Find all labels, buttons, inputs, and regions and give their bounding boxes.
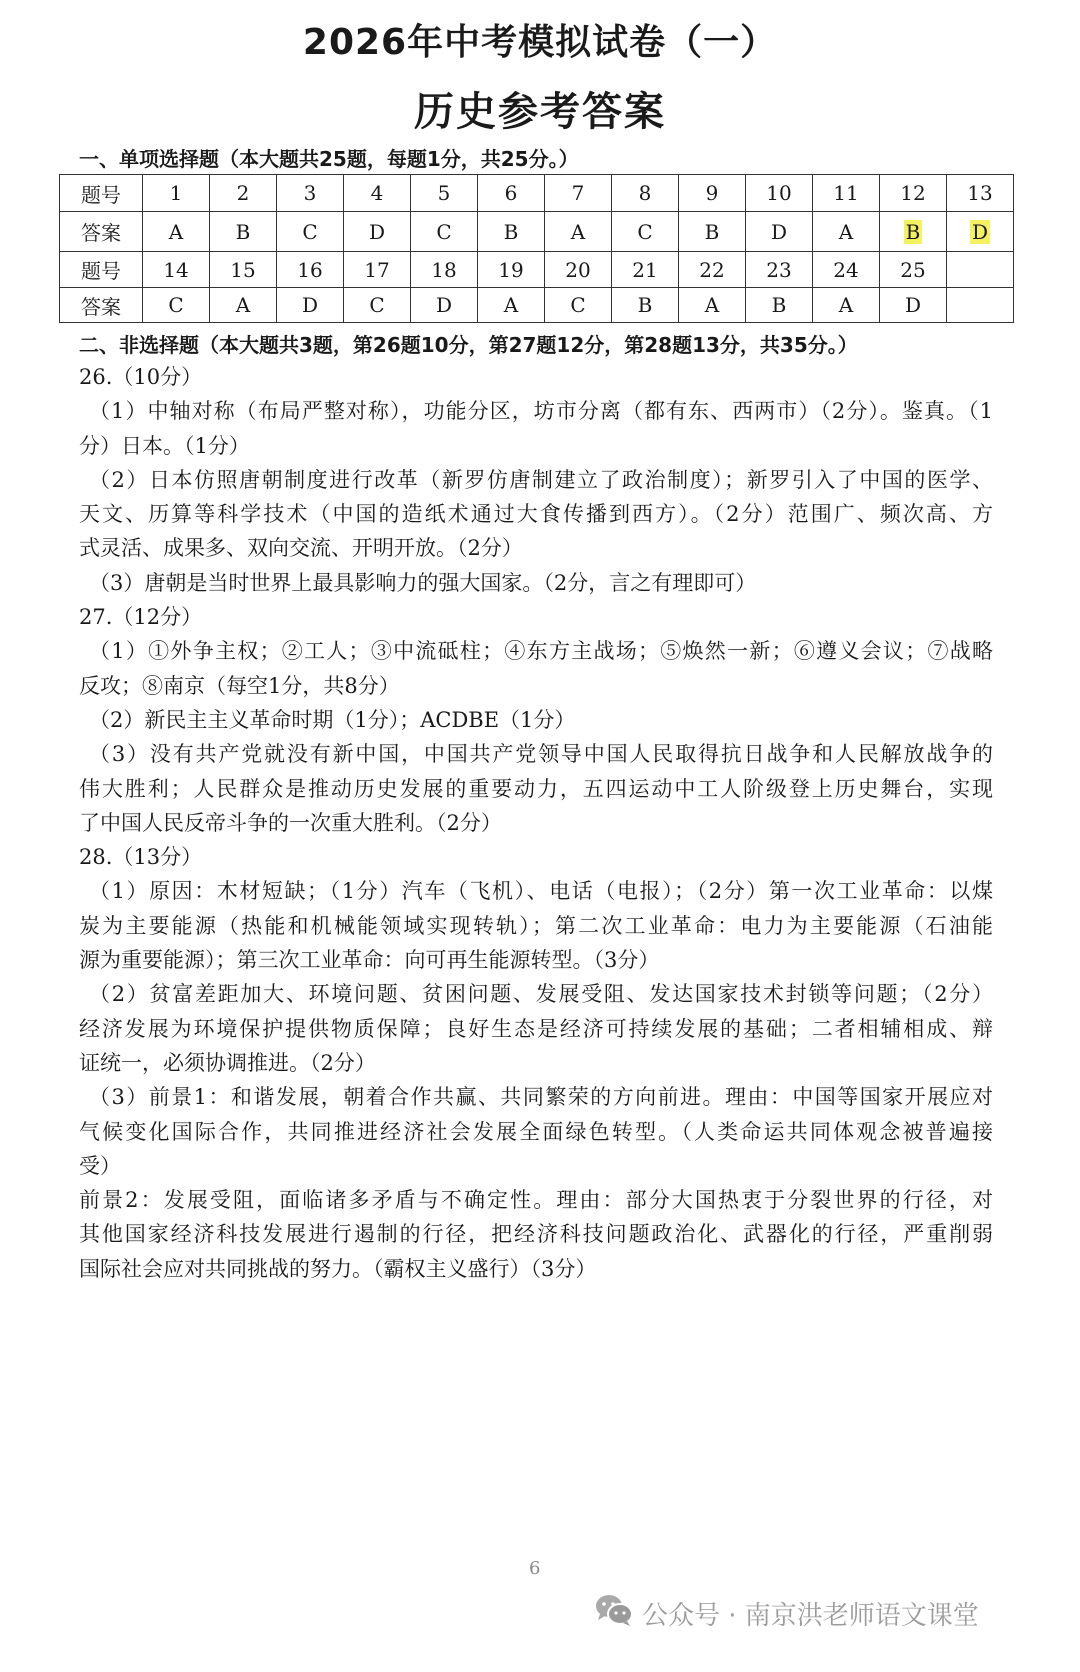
question-number-cell xyxy=(210,252,277,288)
answer-letter: A xyxy=(570,219,586,244)
answer-cell xyxy=(478,212,545,252)
answer-text xyxy=(79,360,993,1286)
answer-cell xyxy=(344,212,411,252)
answer-cell xyxy=(612,212,679,252)
answer-cell xyxy=(679,212,746,252)
question-number-cell xyxy=(210,175,277,212)
question-number-cell xyxy=(813,252,880,288)
question-number-cell xyxy=(813,175,880,212)
question-number-cell xyxy=(880,175,947,212)
answer-cell xyxy=(143,212,210,252)
answer-cell xyxy=(411,288,478,323)
answer-cell xyxy=(277,212,344,252)
answer-cell xyxy=(210,288,277,323)
answer-letter: A xyxy=(838,219,854,244)
watermark xyxy=(594,1593,979,1634)
answer-letter: A xyxy=(503,293,519,317)
page-number: 6 xyxy=(529,1558,541,1579)
answer-line: 炭为主要能源（热能和机械能领域实现转轨）；第二次工业革命：电力为主要能源（石油能 xyxy=(79,913,993,938)
answer-line: 源为重要能源）；第三次工业革命：向可再生能源转型。（3分） xyxy=(79,948,660,973)
section2-heading: 二、非选择题（本大题共3题，第26题10分，第27题12分，第28题13分，共35分。） xyxy=(79,333,858,357)
answer-letter: B xyxy=(637,293,653,317)
question-number-cell xyxy=(947,252,1014,288)
answer-table xyxy=(59,174,1014,323)
question-number: 17 xyxy=(364,257,390,282)
row-label: 题号 xyxy=(60,175,143,212)
answer-cell xyxy=(210,212,277,252)
question-number: 8 xyxy=(638,181,652,205)
question-number-cell xyxy=(947,175,1014,212)
answer-line: （3）没有共产党就没有新中国，中国共产党领导中国人民取得抗日战争和人民解放战争的 xyxy=(89,742,993,767)
question-number-cell xyxy=(411,252,478,288)
answer-cell xyxy=(746,212,813,252)
answer-cell xyxy=(545,212,612,252)
answer-line: 证统一，必须协调推进。（2分） xyxy=(79,1050,376,1075)
answer-cell xyxy=(277,288,344,323)
answer-line: 27.（12分） xyxy=(79,605,203,630)
question-number: 1 xyxy=(169,181,183,205)
question-number: 22 xyxy=(699,257,725,282)
answer-line: 其他国家经济科技发展进行遏制的行径，把经济科技问题政治化、武器化的行径，严重削弱 xyxy=(79,1222,993,1247)
question-number: 18 xyxy=(431,257,457,282)
answer-letter: B xyxy=(771,293,787,317)
answer-line: 了中国人民反帝斗争的一次重大胜利。（2分） xyxy=(79,810,502,835)
answer-letter: D xyxy=(971,219,989,244)
answer-letter: D xyxy=(770,219,788,244)
answer-line: 反攻；⑧南京（每空1分，共8分） xyxy=(79,673,400,698)
answer-letter: D xyxy=(435,293,453,317)
exam-subtitle: 历史参考答案 xyxy=(414,89,666,135)
watermark-text: 公众号 · 南京洪老师语文课堂 xyxy=(642,1601,979,1631)
wechat-icon xyxy=(594,1593,634,1634)
answer-cell xyxy=(411,212,478,252)
answer-cell xyxy=(478,288,545,323)
question-number: 3 xyxy=(303,181,317,205)
answer-line: 式灵活、成果多、双向交流、开明开放。（2分） xyxy=(79,536,523,561)
exam-title: 2026年中考模拟试卷（一） xyxy=(302,22,778,63)
question-number-cell xyxy=(143,175,210,212)
question-number: 19 xyxy=(498,257,524,282)
answer-letter: C xyxy=(302,219,318,244)
question-number: 2 xyxy=(236,181,250,205)
question-number: 5 xyxy=(437,181,451,205)
answer-line: 经济发展为环境保护提供物质保障；良好生态是经济可持续发展的基础；二者相辅相成、辩 xyxy=(79,1016,993,1041)
answer-cell xyxy=(746,288,813,323)
answer-letter: A xyxy=(168,219,184,244)
answer-letter: A xyxy=(704,293,720,317)
answer-letter: B xyxy=(704,219,720,244)
answer-letter: D xyxy=(368,219,386,244)
question-number-cell xyxy=(277,175,344,212)
question-number-cell xyxy=(746,175,813,212)
question-number-cell xyxy=(344,252,411,288)
question-number: 15 xyxy=(230,257,256,282)
question-number-cell xyxy=(880,252,947,288)
question-number: 25 xyxy=(900,257,926,282)
answer-line: （1）①外争主权；②工人；③中流砥柱；④东方主战场；⑤焕然一新；⑥遵义会议；⑦战略 xyxy=(89,639,993,664)
question-number: 11 xyxy=(833,181,859,205)
answer-cell xyxy=(679,288,746,323)
answer-line: 国际社会应对共同挑战的努力。（霸权主义盛行）（3分） xyxy=(79,1256,597,1281)
question-number-cell xyxy=(478,175,545,212)
answer-line: 前景2：发展受阻，面临诸多矛盾与不确定性。理由：部分大国热衷于分裂世界的行径，对 xyxy=(79,1188,993,1213)
answer-cell xyxy=(813,288,880,323)
answer-letter: C xyxy=(637,219,653,244)
answer-row xyxy=(60,288,1014,323)
answer-cell xyxy=(143,288,210,323)
answer-cell xyxy=(612,288,679,323)
question-number-cell xyxy=(143,252,210,288)
question-number-cell xyxy=(679,175,746,212)
answer-line: 伟大胜利；人民群众是推动历史发展的重要动力，五四运动中工人阶级登上历史舞台，实现 xyxy=(79,776,993,801)
question-number-cell xyxy=(612,252,679,288)
answer-letter: C xyxy=(369,293,385,317)
answer-cell xyxy=(344,288,411,323)
answer-letter: B xyxy=(235,219,251,244)
answer-line: 气候变化国际合作，共同推进经济社会发展全面绿色转型。（人类命运共同体观念被普遍接 xyxy=(79,1119,993,1144)
question-number-cell xyxy=(746,252,813,288)
answer-row xyxy=(60,212,1014,252)
question-number: 12 xyxy=(900,181,926,205)
answer-cell xyxy=(947,212,1014,252)
question-number-cell xyxy=(277,252,344,288)
row-label: 答案 xyxy=(60,288,143,323)
question-number-cell xyxy=(612,175,679,212)
answer-letter: D xyxy=(301,293,319,317)
answer-line: （3）前景1：和谐发展，朝着合作共赢、共同繁荣的方向前进。理由：中国等国家开展应对 xyxy=(89,1085,993,1110)
answer-cell xyxy=(880,212,947,252)
question-number: 14 xyxy=(163,257,189,282)
answer-cell xyxy=(880,288,947,323)
question-number-cell xyxy=(545,175,612,212)
answer-letter: D xyxy=(904,293,922,317)
question-number: 10 xyxy=(766,181,792,205)
answer-line: 天文、历算等科学技术（中国的造纸术通过大食传播到西方）。（2分）范围广、频次高、方 xyxy=(79,502,993,527)
question-number: 16 xyxy=(297,257,323,282)
answer-letter: C xyxy=(570,293,586,317)
question-number: 13 xyxy=(967,181,993,205)
answer-line: （2）新民主主义革命时期（1分）；ACDBE（1分） xyxy=(89,707,576,732)
question-number: 24 xyxy=(833,257,859,282)
question-number: 21 xyxy=(632,257,658,282)
answer-cell xyxy=(545,288,612,323)
answer-line: 受） xyxy=(79,1153,121,1178)
answer-line: （2）贫富差距加大、环境问题、贫困问题、发展受阻、发达国家技术封锁等问题；（2分） xyxy=(89,982,993,1007)
answer-cell xyxy=(947,288,1014,323)
answer-line: 分）日本。（1分） xyxy=(79,433,250,458)
question-number-row xyxy=(60,252,1014,288)
question-number-row xyxy=(60,175,1014,212)
answer-line: （1）中轴对称（布局严整对称），功能分区，坊市分离（都有东、西两市）（2分）。鉴真。（1 xyxy=(89,399,993,424)
answer-line: （3）唐朝是当时世界上最具影响力的强大国家。（2分，言之有理即可） xyxy=(89,570,757,595)
question-number: 6 xyxy=(504,181,518,205)
answer-letter: C xyxy=(436,219,452,244)
question-number: 7 xyxy=(571,181,585,205)
question-number-cell xyxy=(344,175,411,212)
section1-heading: 一、单项选择题（本大题共25题，每题1分，共25分。） xyxy=(79,147,579,171)
question-number-cell xyxy=(478,252,545,288)
question-number-cell xyxy=(411,175,478,212)
question-number: 20 xyxy=(565,257,591,282)
question-number: 23 xyxy=(766,257,792,282)
answer-letter: A xyxy=(235,293,251,317)
answer-line: 28.（13分） xyxy=(79,845,203,870)
question-number: 4 xyxy=(370,181,384,205)
answer-line: 26.（10分） xyxy=(79,365,203,389)
question-number-cell xyxy=(545,252,612,288)
row-label: 答案 xyxy=(60,212,143,252)
row-label: 题号 xyxy=(60,252,143,288)
question-number: 9 xyxy=(705,181,719,205)
answer-cell xyxy=(813,212,880,252)
answer-letter: C xyxy=(168,293,184,317)
answer-line: （2）日本仿照唐朝制度进行改革（新罗仿唐制建立了政治制度）；新罗引入了中国的医学、 xyxy=(89,467,993,492)
question-number-cell xyxy=(679,252,746,288)
answer-letter: A xyxy=(838,293,854,317)
answer-line: （1）原因：木材短缺；（1分）汽车（飞机）、电话（电报）；（2分）第一次工业革命：以煤 xyxy=(89,879,993,904)
answer-letter: B xyxy=(503,219,519,244)
answer-letter: B xyxy=(905,219,921,244)
